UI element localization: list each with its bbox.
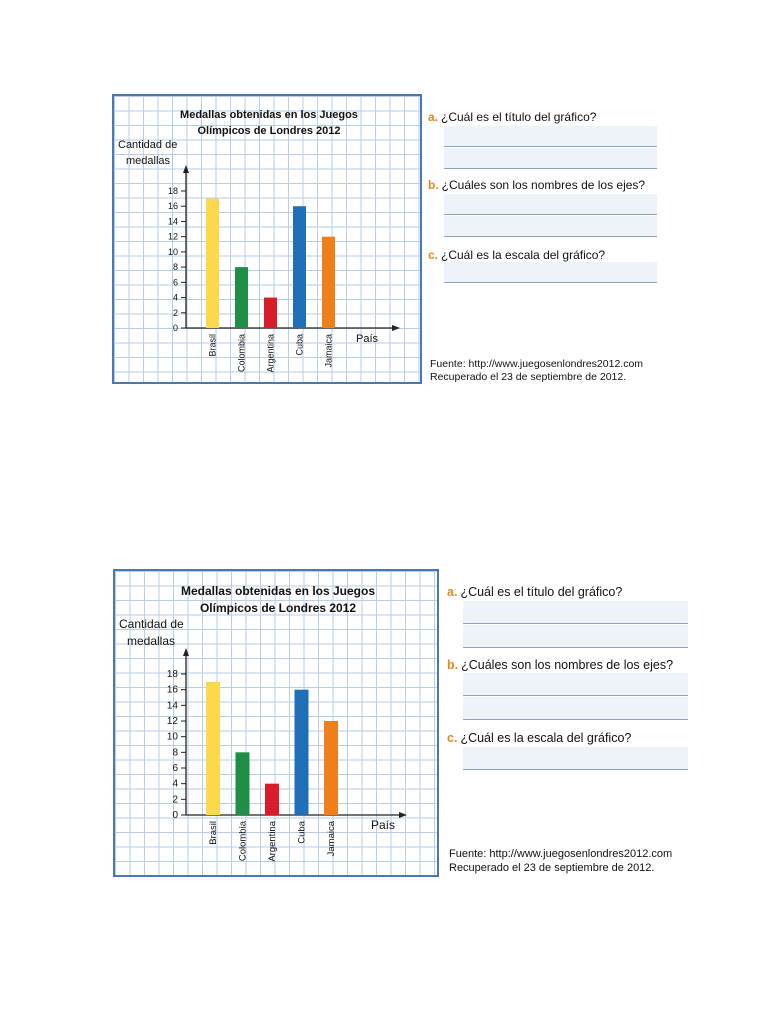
bar-brasil [206, 199, 219, 328]
answer-field-c-1[interactable] [463, 747, 688, 770]
bar-colombia [235, 267, 248, 328]
category-label: Brasil [207, 334, 218, 357]
y-tick-label: 16 [167, 201, 178, 212]
chart-svg [115, 571, 439, 877]
y-tick-label: 18 [166, 669, 178, 680]
category-label: Colombia [236, 334, 247, 373]
answer-field-a-2[interactable] [444, 148, 657, 169]
bar-chart-1 [112, 94, 422, 384]
bar-chart-2 [113, 569, 439, 877]
y-tick-label: 12 [167, 231, 178, 242]
chart-title-line: Olímpicos de Londres 2012 [197, 125, 341, 137]
y-tick-label: 2 [172, 307, 178, 318]
y-tick-label: 8 [172, 262, 178, 273]
y-axis-label: Cantidad de [119, 617, 184, 631]
x-axis-arrow [392, 325, 400, 331]
bar-cuba [293, 206, 306, 328]
y-axis-arrow [183, 648, 189, 656]
answer-field-b-2[interactable] [444, 216, 657, 237]
x-axis-label: País [356, 333, 379, 345]
bar-argentina [265, 784, 279, 815]
bar-jamaica [322, 237, 335, 328]
answer-field-a-1[interactable] [463, 601, 688, 624]
category-label: Cuba [296, 821, 308, 844]
category-label: Jamaica [323, 334, 334, 368]
y-tick-label: 18 [167, 186, 178, 196]
chart-title-line: Medallas obtenidas en los Juegos [180, 109, 358, 121]
y-tick-label: 14 [166, 700, 178, 712]
y-tick-label: 12 [166, 716, 178, 727]
y-axis-label: Cantidad de [118, 139, 178, 151]
answer-field-b-1[interactable] [463, 673, 688, 696]
y-tick-label: 2 [172, 794, 178, 806]
questions-2 [447, 585, 697, 885]
y-tick-label: 14 [167, 216, 178, 227]
category-label: Brasil [208, 821, 219, 845]
y-axis-arrow [183, 165, 189, 173]
category-label: Jamaica [326, 821, 337, 857]
category-label: Colombia [237, 821, 249, 862]
question-a: a. ¿Cuál es el título del gráfico? [428, 110, 597, 124]
question-a: a. ¿Cuál es el título del gráfico? [447, 585, 623, 599]
answer-field-a-1[interactable] [444, 126, 657, 147]
x-axis-label: País [371, 818, 396, 832]
y-axis-label: medallas [126, 155, 171, 167]
bar-jamaica [324, 721, 338, 815]
y-tick-label: 10 [167, 246, 178, 257]
y-tick-label: 4 [172, 292, 178, 303]
questions-1 [428, 108, 668, 398]
question-c: c. ¿Cuál es la escala del gráfico? [428, 248, 606, 262]
category-label: Argentina [267, 821, 278, 862]
bar-brasil [206, 682, 220, 815]
y-tick-label: 4 [172, 778, 178, 790]
x-axis-arrow [399, 812, 407, 818]
category-label: Cuba [294, 334, 305, 356]
chart-title-line: Medallas obtenidas en los Juegos [180, 584, 376, 598]
question-c: c. ¿Cuál es la escala del gráfico? [447, 731, 632, 745]
chart-title-line: Olímpicos de Londres 2012 [199, 601, 357, 615]
chart-svg [114, 96, 422, 384]
bar-colombia [236, 752, 250, 815]
category-label: Argentina [265, 334, 276, 373]
y-tick-label: 10 [166, 731, 178, 743]
y-axis-label: medallas [127, 634, 176, 648]
answer-field-b-1[interactable] [444, 194, 657, 215]
question-b: b. ¿Cuáles son los nombres de los ejes? [428, 178, 646, 192]
answer-field-a-2[interactable] [463, 625, 688, 648]
question-b: b. ¿Cuáles son los nombres de los ejes? [447, 658, 674, 672]
y-tick-label: 0 [172, 323, 178, 333]
y-tick-label: 8 [172, 747, 178, 759]
source-note: Fuente: http://www.juegosenlondres2012.com Recuperado el 23 de septiembre de 2012. [430, 358, 644, 383]
y-tick-label: 16 [166, 684, 178, 696]
answer-field-b-2[interactable] [463, 697, 688, 720]
y-tick-label: 6 [172, 277, 178, 288]
bar-argentina [264, 298, 277, 328]
answer-field-c-1[interactable] [444, 262, 657, 283]
source-note: Fuente: http://www.juegosenlondres2012.com Recuperado el 23 de septiembre de 2012. [449, 848, 673, 874]
y-tick-label: 6 [172, 763, 178, 774]
y-tick-label: 0 [172, 810, 178, 821]
bar-cuba [295, 690, 309, 815]
